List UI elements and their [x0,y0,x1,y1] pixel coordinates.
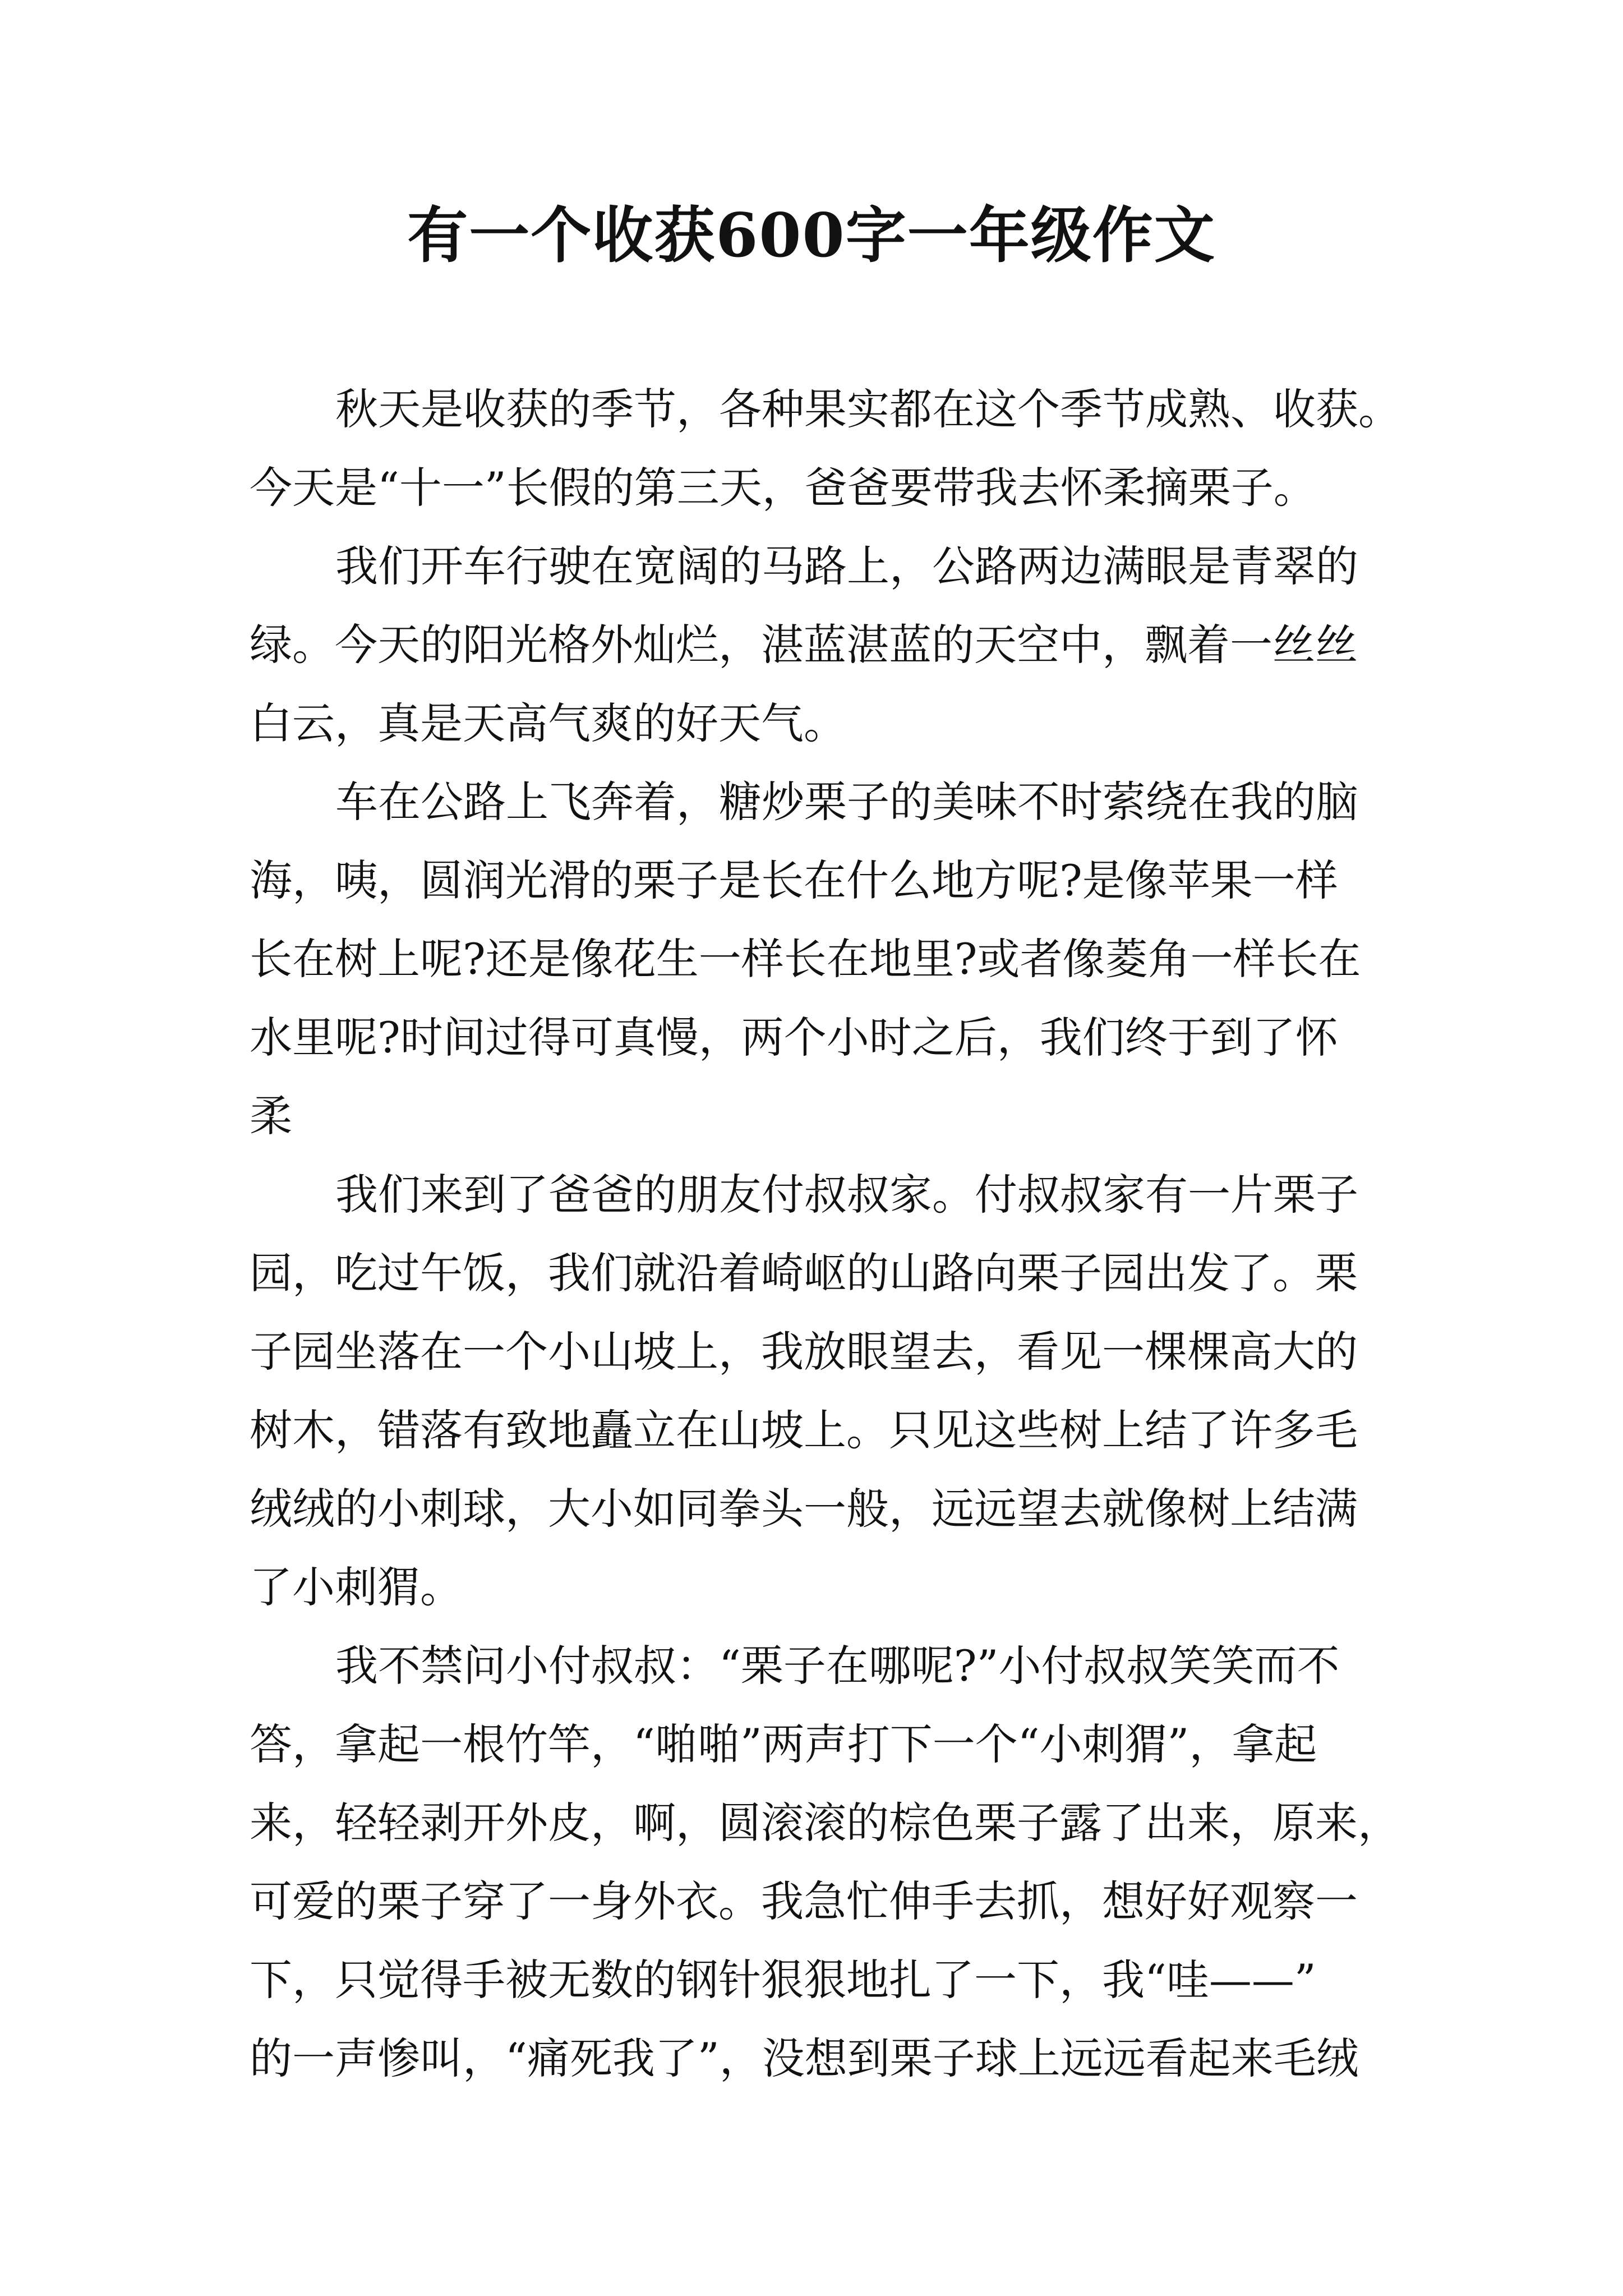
document-title: 有一个收获600字一年级作文 [407,200,1216,271]
text-line-7 [0,853,1623,931]
line-text: 海，咦，圆润光滑的栗子是长在什么地方呢?是像苹果一样 [250,855,1338,905]
text-line-20 [0,1874,1623,1952]
line-text: 水里呢?时间过得可真慢，两个小时之后，我们终于到了怀 [250,1013,1338,1062]
text-line-18 [0,1717,1623,1795]
line-text: 绒绒的小刺球，大小如同拳头一般，远远望去就像树上结满 [250,1484,1358,1534]
line-text: 下，只觉得手被无数的钢针狠狠地扎了一下，我“哇——” [250,1955,1316,2005]
text-line-17 [0,1638,1623,1717]
line-text: 了小刺猬。 [250,1562,463,1612]
line-text: 白云，真是天高气爽的好天气。 [250,698,846,748]
line-text: 子园坐落在一个小山坡上，我放眼望去，看见一棵棵高大的 [250,1327,1358,1377]
text-line-19 [0,1795,1623,1874]
line-text: 绿。今天的阳光格外灿烂，湛蓝湛蓝的天空中，飘着一丝丝 [250,620,1358,670]
line-text: 我们来到了爸爸的朋友付叔叔家。付叔叔家有一片栗子 [335,1170,1358,1220]
line-text: 答，拿起一根竹竿，“啪啪”两声打下一个“小刺猬”，拿起 [250,1719,1317,1769]
line-text: 今天是“十一”长假的第三天，爸爸要带我去怀柔摘栗子。 [250,463,1316,513]
text-line-14 [0,1402,1623,1481]
text-line-4 [0,617,1623,696]
line-text: 秋天是收获的季节，各种果实都在这个季节成熟、收获。 [335,384,1401,434]
text-line-3 [0,539,1623,617]
line-text: 园，吃过午饭，我们就沿着崎岖的山路向栗子园出发了。栗 [250,1248,1358,1298]
line-text: 我不禁问小付叔叔：“栗子在哪呢?”小付叔叔笑笑而不 [335,1641,1340,1691]
text-line-22 [0,2031,1623,2109]
text-line-1 [0,381,1623,460]
line-text: 可爱的栗子穿了一身外衣。我急忙伸手去抓，想好好观察一 [250,1876,1358,1926]
line-text: 来，轻轻剥开外皮，啊，圆滚滚的棕色栗子露了出来，原来， [250,1798,1400,1848]
text-line-21 [0,1952,1623,2031]
line-text: 长在树上呢?还是像花生一样长在地里?或者像菱角一样长在 [250,934,1361,984]
text-line-9 [0,1010,1623,1088]
line-text: 我们开车行驶在宽阔的马路上，公路两边满眼是青翠的 [335,541,1358,591]
text-line-8 [0,931,1623,1010]
text-line-6 [0,774,1623,853]
line-text: 的一声惨叫，“痛死我了”，没想到栗子球上远远看起来毛绒 [250,2033,1359,2083]
text-line-2 [0,460,1623,539]
text-line-15 [0,1481,1623,1559]
text-line-13 [0,1324,1623,1402]
text-line-10 [0,1088,1623,1167]
text-line-11 [0,1167,1623,1245]
line-text: 车在公路上飞奔着，糖炒栗子的美味不时萦绕在我的脑 [335,777,1358,827]
text-line-16 [0,1559,1623,1638]
text-line-12 [0,1245,1623,1324]
text-line-5 [0,696,1623,774]
line-text: 柔 [250,1091,292,1141]
line-text: 树木，错落有致地矗立在山坡上。只见这些树上结了许多毛 [250,1405,1358,1455]
